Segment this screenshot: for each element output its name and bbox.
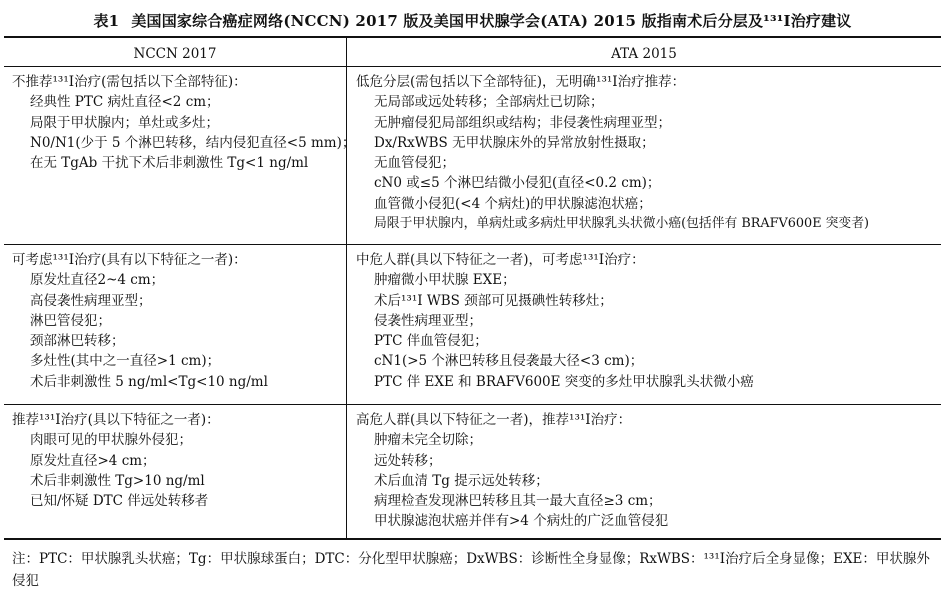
nccn-row-2-item: 术后非刺激性 5 ng/ml<Tg<10 ng/ml xyxy=(30,373,268,390)
column-header-ata: ATA 2015 xyxy=(611,46,677,62)
nccn-row-1 xyxy=(12,72,356,173)
bottom-rule xyxy=(4,538,941,540)
row-rule-1 xyxy=(4,244,941,245)
nccn-row-3-item: 肉眼可见的甲状腺外侵犯； xyxy=(30,432,192,449)
nccn-row-3-head: 推荐¹³¹I治疗(具以下特征之一者)： xyxy=(12,412,220,428)
top-rule xyxy=(4,36,941,38)
ata-row-2-item: PTC 伴 EXE 和 BRAFV600E 突变的多灶甲状腺乳头状微小癌 xyxy=(374,373,754,390)
ata-row-2-item: PTC 伴血管侵犯； xyxy=(374,333,488,350)
nccn-row-1-item: 局限于甲状腺内；单灶或多灶； xyxy=(30,114,219,131)
caption-label: 表1 xyxy=(93,12,120,30)
ata-row-2-head: 中危人群(具以下特征之一者)，可考虑¹³¹I治疗： xyxy=(356,252,645,268)
column-divider xyxy=(346,36,347,540)
ata-row-3-item: 术后血清 Tg 提示远处转移； xyxy=(374,472,549,489)
nccn-row-3 xyxy=(12,410,342,511)
nccn-row-2-item: 多灶性(其中之一直径>1 cm)； xyxy=(30,353,221,370)
ata-row-3-item: 病理检查发现淋巴转移且其一最大直径≥3 cm； xyxy=(374,493,662,510)
nccn-row-2-item: 高侵袭性病理亚型； xyxy=(30,292,152,309)
table-caption xyxy=(0,10,945,31)
ata-row-1-item: cN0 或≤5 个淋巴结微小侵犯(直径<0.2 cm)； xyxy=(374,175,661,192)
nccn-row-2-item: 淋巴管侵犯； xyxy=(30,312,111,329)
ata-row-1 xyxy=(356,72,938,234)
ata-row-3-item: 甲状腺滤泡状癌并伴有>4 个病灶的广泛血管侵犯 xyxy=(374,513,669,530)
nccn-row-1-item: N0/N1(少于 5 个淋巴转移，结内侵犯直径<5 mm)； xyxy=(30,134,356,151)
header-rule xyxy=(4,66,941,67)
ata-row-2-item: 侵袭性病理亚型； xyxy=(374,312,482,329)
ata-row-1-item: 血管微小侵犯(<4 个病灶)的甲状腺滤泡状癌； xyxy=(374,195,652,212)
ata-row-2 xyxy=(356,250,938,392)
ata-row-1-item: 无肿瘤侵犯局部组织或结构；非侵袭性病理亚型； xyxy=(374,114,671,131)
nccn-row-2-item: 原发灶直径2~4 cm； xyxy=(30,272,165,289)
nccn-row-3-item: 已知/怀疑 DTC 伴远处转移者 xyxy=(30,493,209,510)
ata-row-3 xyxy=(356,410,938,532)
caption-text: 美国国家综合癌症网络(NCCN) 2017 版及美国甲状腺学会(ATA) 2015 版指南术后分层及¹³¹I治疗建议 xyxy=(131,12,852,30)
ata-row-3-item: 肿瘤未完全切除； xyxy=(374,432,482,449)
column-header-nccn: NCCN 2017 xyxy=(133,46,217,62)
ata-row-3-item: 远处转移； xyxy=(374,452,442,469)
ata-row-2-item: 术后¹³¹I WBS 颈部可见摄碘性转移灶； xyxy=(374,292,613,309)
ata-row-3-head: 高危人群(具以下特征之一者)，推荐¹³¹I治疗： xyxy=(356,412,632,428)
ata-row-1-item: Dx/RxWBS 无甲状腺床外的异常放射性摄取； xyxy=(374,134,655,151)
nccn-row-3-item: 原发灶直径>4 cm； xyxy=(30,452,156,469)
nccn-row-1-item: 经典性 PTC 病灶直径<2 cm； xyxy=(30,94,220,111)
nccn-row-1-head: 不推荐¹³¹I治疗(需包括以下全部特征)： xyxy=(12,74,247,90)
nccn-row-2 xyxy=(12,250,342,392)
nccn-row-2-item: 颈部淋巴转移； xyxy=(30,333,125,350)
table-footnote: 注：PTC：甲状腺乳头状癌；Tg：甲状腺球蛋白；DTC：分化型甲状腺癌；DxWBS：诊断性全身显像；RxWBS：¹³¹I治疗后全身显像；EXE：甲状腺外侵犯 xyxy=(12,551,930,589)
ata-row-1-item: 无局部或远处转移；全部病灶已切除； xyxy=(374,94,604,111)
nccn-row-1-item: 在无 TgAb 干扰下术后非刺激性 Tg<1 ng/ml xyxy=(30,155,309,172)
ata-row-2-item: 肿瘤微小甲状腺 EXE； xyxy=(374,272,516,289)
nccn-row-3-item: 术后非刺激性 Tg>10 ng/ml xyxy=(30,472,205,489)
ata-row-1-item: 无血管侵犯； xyxy=(374,155,455,172)
ata-row-1-head: 低危分层(需包括以下全部特征)，无明确¹³¹I治疗推荐： xyxy=(356,74,686,90)
nccn-row-2-head: 可考虑¹³¹I治疗(具有以下特征之一者)： xyxy=(12,252,247,268)
ata-row-1-item: 局限于甲状腺内，单病灶或多病灶甲状腺乳头状微小癌(包括伴有 BRAFV600E 突变者) xyxy=(374,216,869,232)
row-rule-2 xyxy=(4,404,941,405)
ata-row-2-item: cN1(>5 个淋巴转移且侵袭最大径<3 cm)； xyxy=(374,353,644,370)
